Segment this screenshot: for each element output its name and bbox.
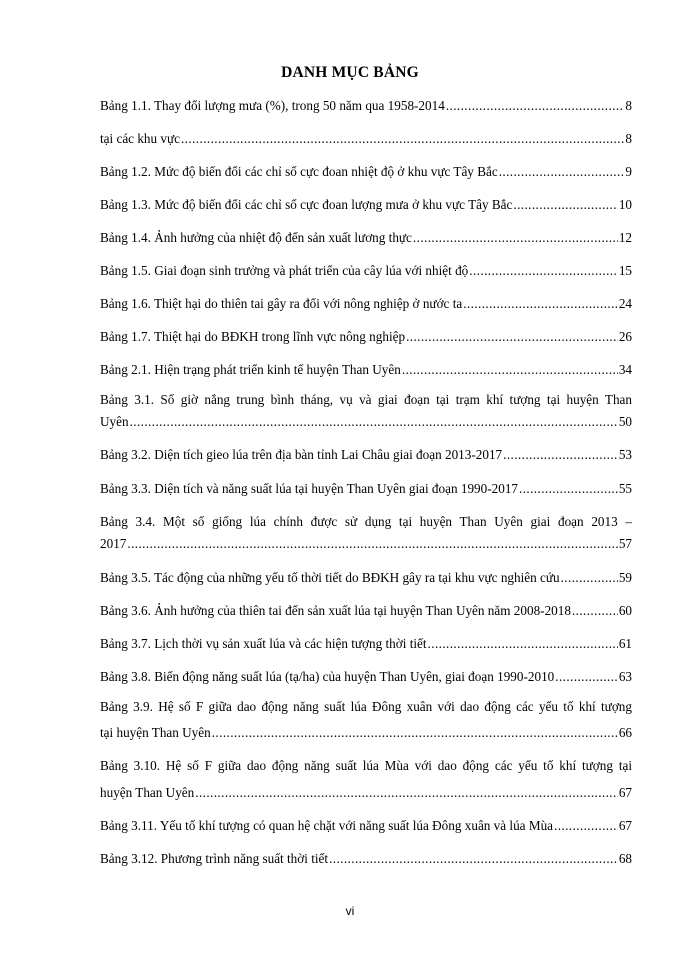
toc-entry-text: Bảng 3.1. Số giờ nắng trung bình tháng, vụ và giai đoạn tại trạm khí tượng tại huyện Than <box>100 392 632 407</box>
leader-dots <box>572 602 618 620</box>
leader-dots <box>428 635 618 653</box>
leader-dots <box>329 850 618 868</box>
toc-page-number: 8 <box>625 98 632 113</box>
leader-dots <box>554 817 618 835</box>
toc-page-number: 68 <box>618 851 632 866</box>
toc-entry-line1[interactable] <box>100 757 632 775</box>
toc-page-number: 15 <box>618 263 632 278</box>
page-title: DANH MỤC BẢNG <box>281 64 419 81</box>
toc-page-number: 24 <box>618 296 632 311</box>
leader-dots <box>469 262 618 280</box>
toc-page-number: 59 <box>618 570 632 585</box>
toc-entry[interactable] <box>100 850 632 868</box>
toc-entry-text: Bảng 3.9. Hệ số F giữa dao động năng suất lúa Đông xuân với dao động các yếu tố khí tượng <box>100 699 632 714</box>
toc-entry-text: Bảng 3.2. Diện tích gieo lúa trên địa bàn tỉnh Lai Châu giai đoạn 2013-2017 <box>100 447 503 462</box>
toc-entry-text: Bảng 3.10. Hệ số F giữa dao động năng suất lúa Mùa với dao động các yếu tố khí tượng tại <box>100 758 632 773</box>
toc-page-number: 12 <box>618 230 632 245</box>
toc-page-number: 63 <box>618 669 632 684</box>
toc-entry-text: Bảng 3.11. Yếu tố khí tượng có quan hệ chặt với năng suất lúa Đông xuân và lúa Mùa <box>100 818 554 833</box>
toc-entry-line1[interactable] <box>100 698 632 716</box>
toc-entry[interactable] <box>100 817 632 835</box>
toc-entry-text: Bảng 3.5. Tác động của những yếu tố thời tiết do BĐKH gây ra tại khu vực nghiên cứu <box>100 570 560 585</box>
toc-page-number: 60 <box>618 603 632 618</box>
toc-page-number: 34 <box>618 362 632 377</box>
leader-dots <box>463 295 618 313</box>
leader-dots <box>413 229 618 247</box>
leader-dots <box>195 784 618 802</box>
leader-dots <box>503 446 618 464</box>
leader-dots <box>181 130 624 148</box>
toc-entry-text: Bảng 1.6. Thiệt hại do thiên tai gây ra đối với nông nghiệp ở nước ta <box>100 296 463 311</box>
toc-page-number: 8 <box>625 131 632 146</box>
toc-entry-text: Bảng 1.5. Giai đoạn sinh trưởng và phát triển của cây lúa với nhiệt độ <box>100 263 469 278</box>
toc-entry[interactable] <box>100 668 632 686</box>
leader-dots <box>130 413 618 431</box>
toc-page-number: 50 <box>618 414 632 429</box>
leader-dots <box>127 535 617 553</box>
toc-entry-text: Bảng 3.3. Diện tích và năng suất lúa tại huyện Than Uyên giai đoạn 1990-2017 <box>100 481 519 496</box>
toc-entry[interactable] <box>100 602 632 620</box>
toc-entry[interactable] <box>100 635 632 653</box>
toc-entry[interactable] <box>100 480 632 498</box>
toc-entry-text: tại các khu vực <box>100 131 181 146</box>
toc-entry[interactable] <box>100 295 632 313</box>
toc-entry-text: Bảng 3.6. Ảnh hưởng của thiên tai đến sản xuất lúa tại huyện Than Uyên năm 2008-2018 <box>100 603 571 618</box>
toc-entry-text: Bảng 1.1. Thay đổi lượng mưa (%), trong 50 năm qua 1958-2014 <box>100 98 445 113</box>
toc-entry[interactable] <box>100 569 632 587</box>
toc-entry-text: Bảng 3.8. Biến động năng suất lúa (tạ/ha) của huyện Than Uyên, giai đoạn 1990-2010 <box>100 669 555 684</box>
toc-entry[interactable] <box>100 328 632 346</box>
toc-entry-line1[interactable] <box>100 513 632 531</box>
toc-entry[interactable] <box>100 262 632 280</box>
toc-page-number: 67 <box>618 818 632 833</box>
toc-entry[interactable] <box>100 163 632 181</box>
toc-entry-text: Uyên <box>100 414 129 429</box>
toc-entry-text: Bảng 2.1. Hiện trạng phát triển kinh tế huyện Than Uyên <box>100 362 401 377</box>
toc-page-number: 57 <box>618 536 632 551</box>
leader-dots <box>561 569 618 587</box>
leader-dots <box>519 480 618 498</box>
toc-page-number: 55 <box>618 481 632 496</box>
toc-page-number: 9 <box>625 164 632 179</box>
toc-entry-text: Bảng 1.4. Ảnh hưởng của nhiệt độ đến sản xuất lương thực <box>100 230 412 245</box>
toc-page-number: 61 <box>618 636 632 651</box>
toc-entry[interactable] <box>100 229 632 247</box>
toc-page-number: 67 <box>618 785 632 800</box>
toc-entry[interactable] <box>100 446 632 464</box>
toc-page-number: 10 <box>618 197 632 212</box>
page-number-footer: vi <box>345 904 355 918</box>
toc-entry[interactable] <box>100 196 632 214</box>
toc-entry[interactable] <box>100 724 632 742</box>
toc-entry-text: Bảng 1.7. Thiệt hại do BĐKH trong lĩnh vực nông nghiệp <box>100 329 406 344</box>
leader-dots <box>406 328 618 346</box>
toc-entry-text: Bảng 3.12. Phương trình năng suất thời tiết <box>100 851 329 866</box>
leader-dots <box>555 668 618 686</box>
toc-entry[interactable] <box>100 784 632 802</box>
toc-entry-text: Bảng 3.7. Lịch thời vụ sản xuất lúa và các hiện tượng thời tiết <box>100 636 427 651</box>
toc-page-number: 53 <box>618 447 632 462</box>
toc-entry-text: Bảng 3.4. Một số giống lúa chính được sử dụng tại huyện Than Uyên giai đoạn 2013 – <box>100 514 632 529</box>
toc-entry[interactable] <box>100 130 632 148</box>
toc-entry-text: 2017 <box>100 536 127 551</box>
toc-entry[interactable] <box>100 535 632 553</box>
toc-page-number: 26 <box>618 329 632 344</box>
leader-dots <box>513 196 617 214</box>
toc-entry-text: huyện Than Uyên <box>100 785 195 800</box>
toc-entry[interactable] <box>100 413 632 431</box>
toc-entry-text: tại huyện Than Uyên <box>100 725 211 740</box>
toc-entry[interactable] <box>100 361 632 379</box>
leader-dots <box>402 361 618 379</box>
leader-dots <box>212 724 618 742</box>
toc-entry-text: Bảng 1.2. Mức độ biến đổi các chỉ số cực đoan nhiệt độ ở khu vực Tây Bắc <box>100 164 498 179</box>
toc-entry-text: Bảng 1.3. Mức độ biến đổi các chỉ số cực đoan lượng mưa ở khu vực Tây Bắc <box>100 197 513 212</box>
leader-dots <box>446 97 625 115</box>
toc-entry-line1[interactable] <box>100 391 632 409</box>
toc-page-number: 66 <box>618 725 632 740</box>
toc-entry[interactable] <box>100 97 632 115</box>
leader-dots <box>499 163 625 181</box>
